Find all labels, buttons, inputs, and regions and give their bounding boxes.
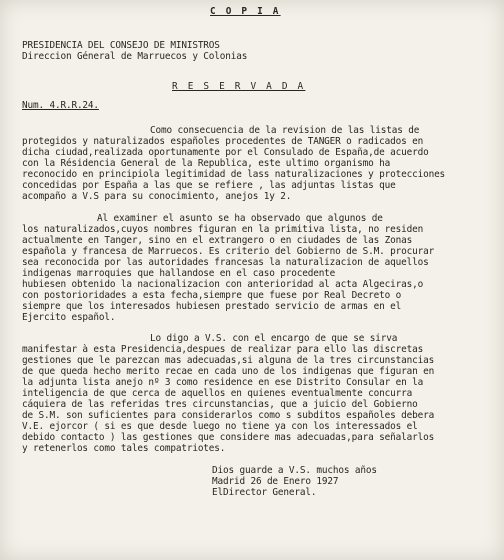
paragraph-3-line: de S.M. son suficientes para considerarlos como s subditos españoles debera xyxy=(22,410,435,421)
paragraph-1-line: Como consecuencia de la revision de las listas de xyxy=(150,125,420,136)
paragraph-3-line: de que queda hecho merito recae en cada uno de los indigenas que figuran en xyxy=(22,366,435,377)
paragraph-1-line: dicha ciudad,realizada oportunamente por el Consulado de España,de acuerdo xyxy=(22,147,429,158)
paragraph-1-line: con la Résidencia General de la Republica, este ultimo organismo ha xyxy=(22,158,391,169)
paragraph-2-line: indigenas marroquies que hallandose en el caso procedente xyxy=(22,268,336,279)
issuing-directorate: Direccion Géneral de Marruecos y Colonias xyxy=(22,51,248,62)
paragraph-1-line: protegidos y naturalizados españoles procedentes de TANGER o radicados en xyxy=(22,136,424,147)
paragraph-3-line: cáquiera de las referidas tres circunstancias, que a juicio del Gobierno xyxy=(22,399,418,410)
paragraph-2-line: hubiesen obtenido la nacionalizacion con anterioridad al acta Algeciras,o xyxy=(22,279,424,290)
paragraph-3-line: y retenerlos como tales compatriotes. xyxy=(22,443,226,454)
paragraph-2-line: con postorioridades a esta fecha,siempre que fuese por Real Decreto o xyxy=(22,290,402,301)
paragraph-2-line: actualmente en Tanger, sino en el extrangero o en ciudades de las Zonas xyxy=(22,235,413,246)
issuing-body: PRESIDENCIA DEL CONSEJO DE MINISTROS xyxy=(22,40,220,51)
paragraph-3-line: V.E. ejorcor ( si es que desde luego no tiene ya con los interessados el xyxy=(22,421,418,432)
closing-place-date: Madrid 26 de Enero 1927 xyxy=(212,476,339,487)
paragraph-2-line: española y francesa de Marruecos. Es criterio del Gobierno de S.M. procurar xyxy=(22,246,435,257)
paragraph-2-line: Ejercito español. xyxy=(22,312,116,323)
paragraph-3-line: inteligencia de que cerca de aquellos en quienes eventualmente concurra xyxy=(22,388,413,399)
paragraph-3-line: la adjunta lista anejo nº 3 como residence en ese Distrito Consular en la xyxy=(22,377,424,388)
classification-label: R E S E R V A D A xyxy=(172,81,306,92)
reference-number: Num. 4.R.R.24. xyxy=(22,100,99,111)
paragraph-3-line: manifestar à esta Presidencia,despues de realizar para ello las discretas xyxy=(22,344,424,355)
paragraph-2-line: los naturalizados,cuyos nombres figuran en la primitiva lista, no residen xyxy=(22,224,424,235)
paragraph-3-line: gestiones que le parezcan mas adecuadas,si alguna de la tres circunstancias xyxy=(22,355,435,366)
paragraph-2-line: sea reconocida por las autoridades francesas la naturalizacion de aquellos xyxy=(22,257,429,268)
closing-salutation: Dios guarde a V.S. muchos años xyxy=(212,465,377,476)
paragraph-3-line: debido contacto ) las gestiones que considere mas adecuadas,para señalarlos xyxy=(22,432,435,443)
paragraph-1-line: acompaño a V.S para su conocimiento, anejos 1y 2. xyxy=(22,191,292,202)
copy-label: C O P I A xyxy=(210,6,281,17)
paragraph-2-line: Al examiner el asunto se ha observado que algunos de xyxy=(97,213,383,224)
paragraph-2-line: siempre que los interesados hubiesen prestado servicio de armas en el xyxy=(22,301,402,312)
paragraph-1-line: reconocido en principiola legitimidad de lass naturalizaciones y protecciones xyxy=(22,169,446,180)
closing-signatory: ElDirector General. xyxy=(212,487,317,498)
paragraph-3-line: Lo digo a V.S. con el encargo de que se sirva xyxy=(150,333,398,344)
paragraph-1-line: concedidas por España a las que se refiere , las adjuntas listas que xyxy=(22,180,396,191)
